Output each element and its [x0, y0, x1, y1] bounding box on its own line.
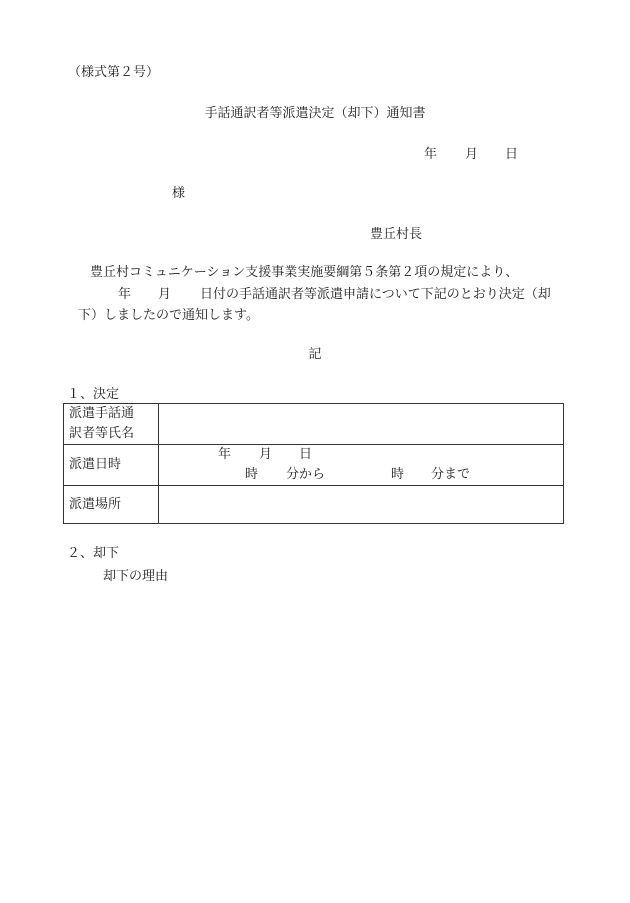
- rejection-reason-label: 却下の理由: [103, 569, 169, 584]
- body-line-3: 下）しましたので通知します。: [78, 308, 259, 323]
- date-day-label: 日: [505, 147, 519, 162]
- interpreter-row: [64, 404, 564, 445]
- document-title: 手話通訳者等派遣決定（却下）通知書: [204, 106, 426, 121]
- date-month-label: 月: [465, 147, 479, 162]
- ki-heading: 記: [308, 347, 322, 362]
- dt-day: 日: [299, 447, 313, 462]
- datetime-value: [159, 445, 564, 486]
- place-row: [64, 486, 564, 524]
- place-value: [159, 486, 564, 524]
- date-year-label: 年: [424, 147, 438, 162]
- interpreter-label: [64, 404, 159, 445]
- body-line-2-rest: 日付の手話通訳者等派遣申請について下記のとおり決定（却: [200, 287, 551, 302]
- body-line-1: 豊丘村コミュニケーション支援事業実施要綱第５条第２項の規定により、: [90, 265, 519, 280]
- interpreter-value: [159, 404, 564, 445]
- interpreter-label-line-2: 訳者等氏名: [69, 426, 135, 441]
- dt-min-from: 分から: [286, 467, 326, 482]
- form-number: （様式第２号）: [68, 65, 160, 80]
- body-line-2-year: 年: [118, 287, 132, 302]
- dt-month: 月: [259, 447, 273, 462]
- dt-hour-to: 時: [391, 467, 405, 482]
- decision-table: [63, 403, 564, 524]
- place-label: 派遣場所: [64, 486, 159, 524]
- datetime-row: [64, 445, 564, 486]
- dt-min-to: 分まで: [431, 467, 471, 482]
- dt-hour-from: 時: [245, 467, 259, 482]
- interpreter-label-line-1: 派遣手話通: [69, 406, 135, 421]
- datetime-label: 派遣日時: [64, 445, 159, 486]
- addressee-suffix: 様: [172, 186, 186, 201]
- issuer-name: 豊丘村長: [370, 227, 423, 242]
- section-1-heading: １、決定: [67, 387, 120, 402]
- body-line-2-month: 月: [158, 287, 172, 302]
- section-2-heading: ２、却下: [67, 546, 120, 561]
- dt-year: 年: [218, 447, 232, 462]
